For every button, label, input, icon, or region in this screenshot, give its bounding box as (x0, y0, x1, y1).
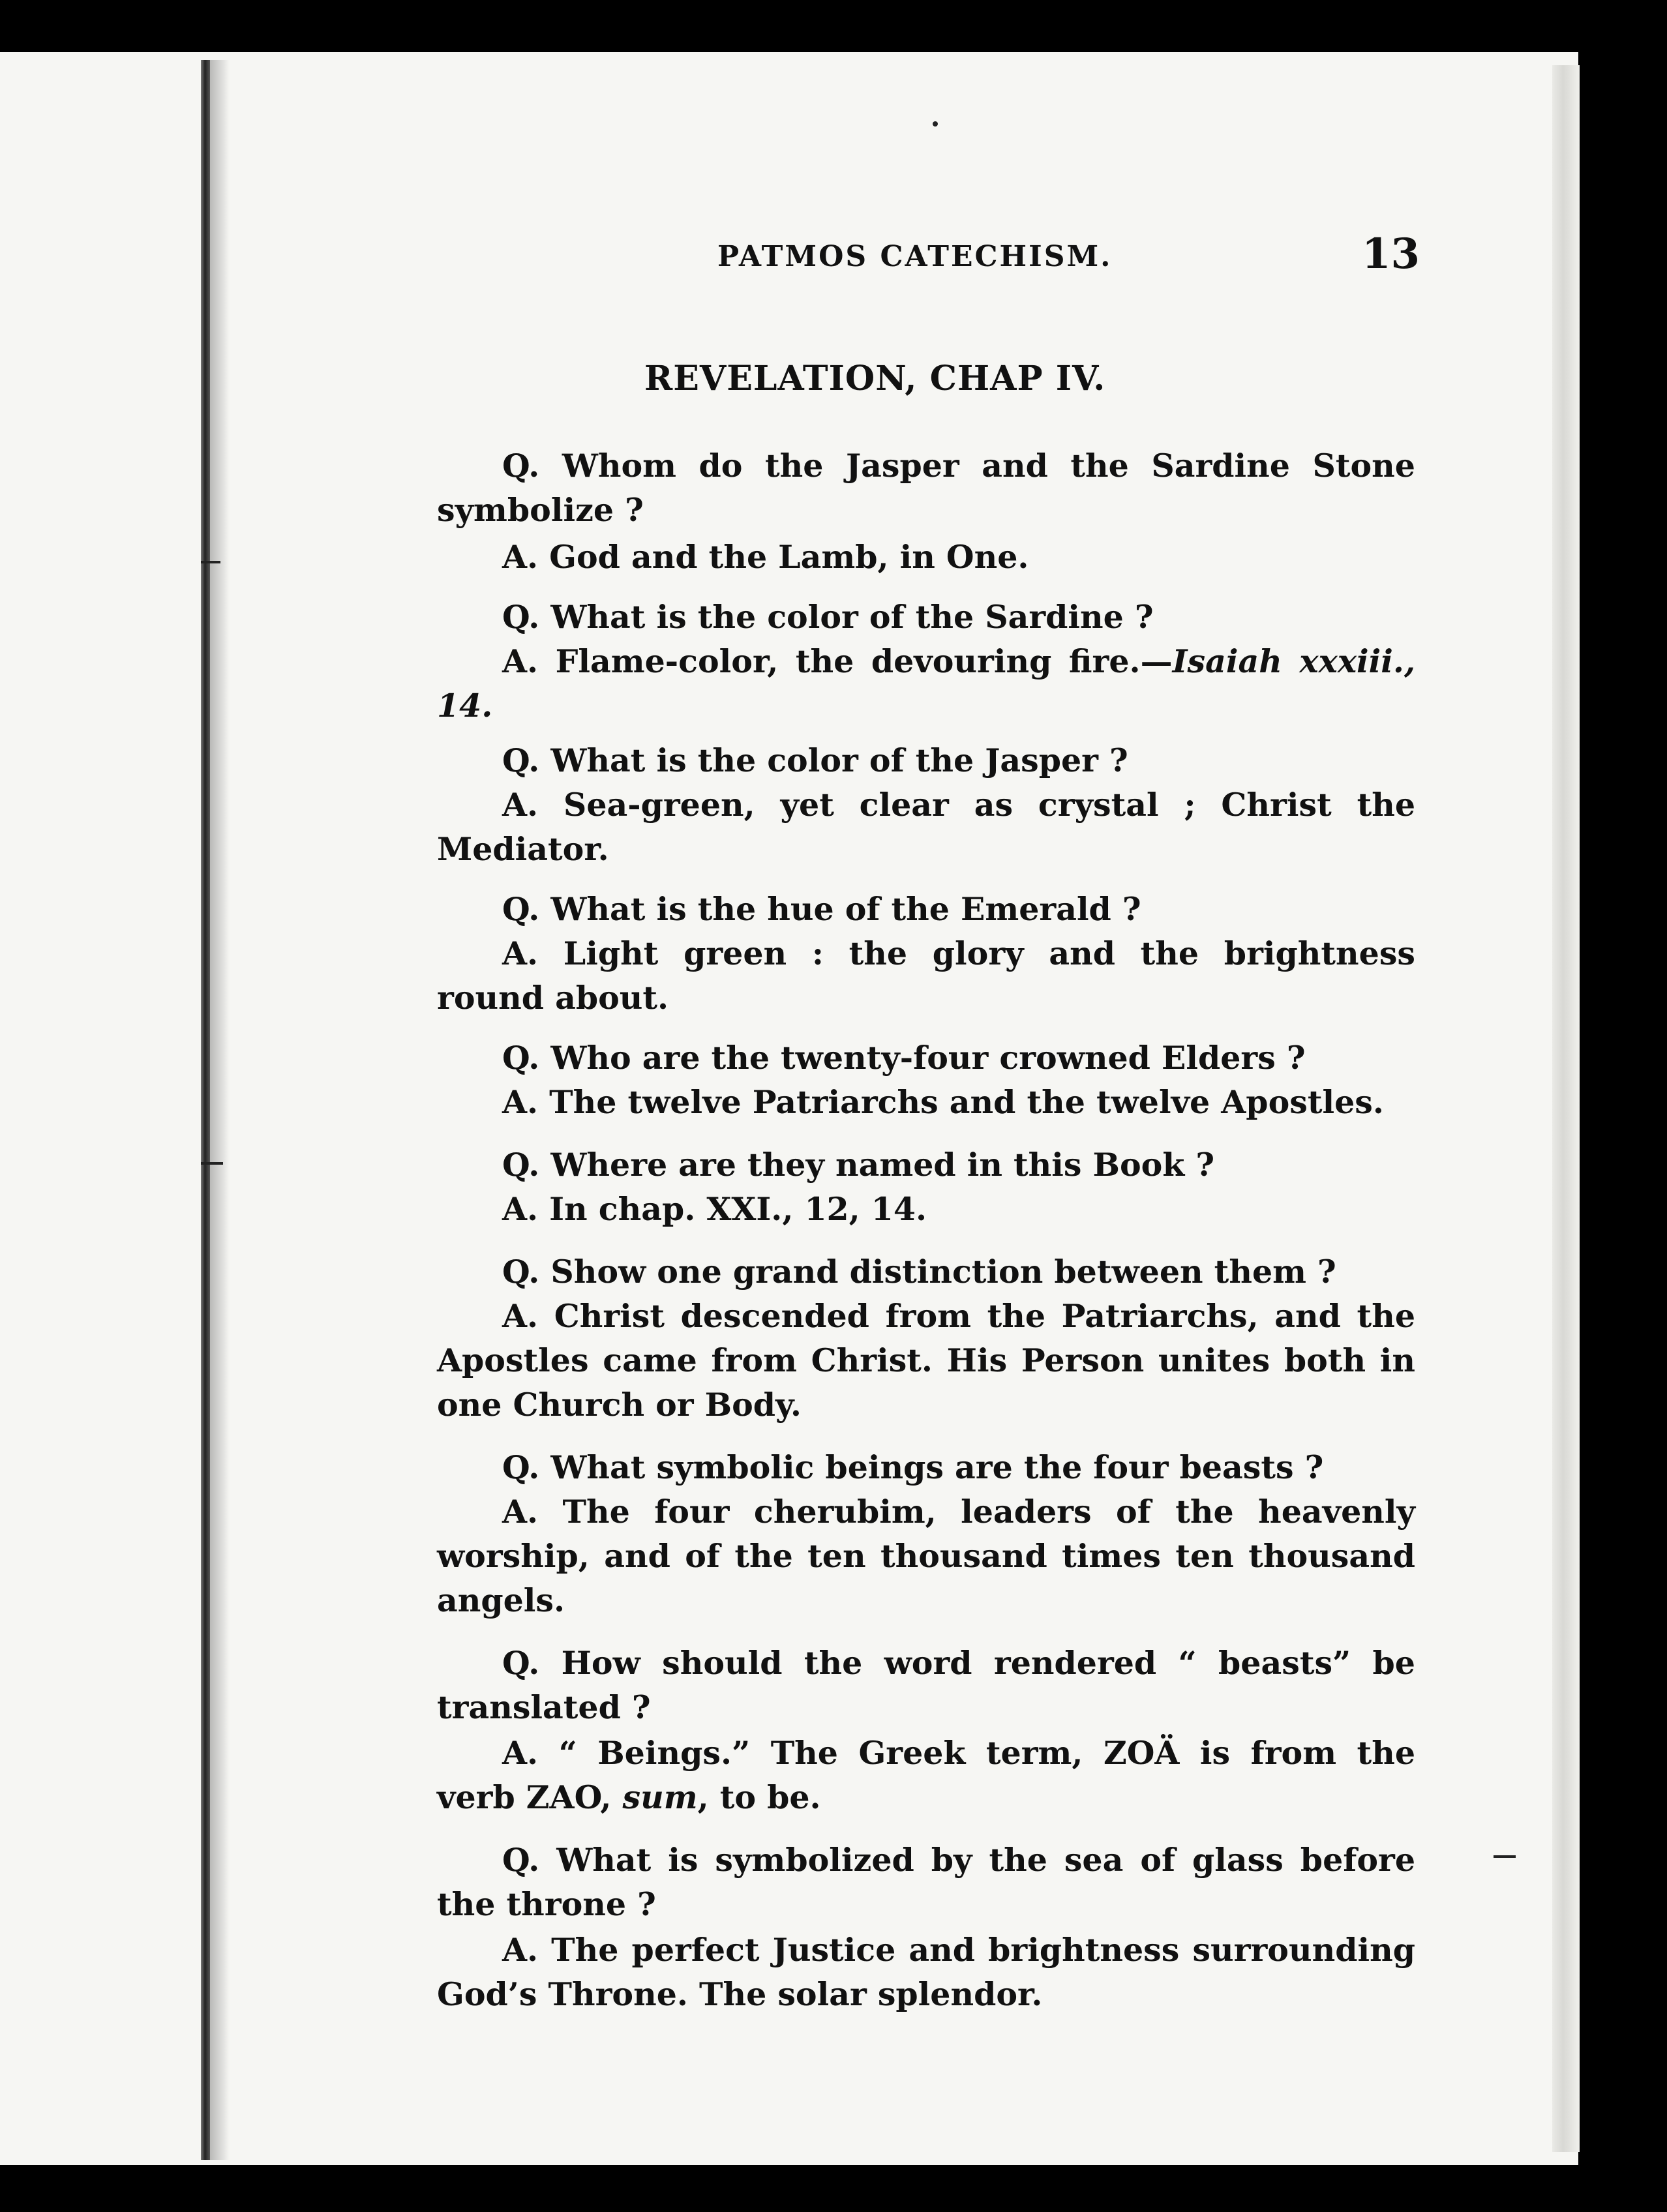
answer-9-tail: , to be. (697, 1778, 821, 1816)
question-9: Q. How should the word rendered “ beasts” be translated ? (437, 1644, 1415, 1726)
speck (933, 121, 938, 127)
question-5: Q. Who are the twenty-four crowned Elders ? (502, 1039, 1306, 1077)
margin-tick (201, 561, 220, 563)
answer-10: A. The perfect Justice and brightness surrounding God’s Throne. The solar splendor. (437, 1931, 1415, 2013)
answer-2-text: A. Flame-color, the devouring fire.— (502, 642, 1173, 680)
answer-3: A. Sea-green, yet clear as crystal ; Christ the Mediator. (437, 786, 1415, 868)
question-7: Q. Show one grand distinction between them ? (502, 1253, 1336, 1291)
answer-5: A. The twelve Patriarchs and the twelve Apostles. (502, 1083, 1384, 1121)
question-8: Q. What symbolic beings are the four beasts ? (502, 1448, 1324, 1486)
question-10: Q. What is symbolized by the sea of glass before the throne ? (437, 1841, 1415, 1923)
answer-9 (437, 1731, 1415, 1819)
chapter-heading: REVELATION, CHAP IV. (644, 359, 1106, 398)
question-3: Q. What is the color of the Jasper ? (502, 741, 1128, 779)
running-title: PATMOS CATECHISM. (717, 240, 1113, 273)
question-1: Q. Whom do the Jasper and the Sardine Stone symbolize ? (437, 447, 1415, 529)
answer-8: A. The four cherubim, leaders of the heavenly worship, and of the ten thousand times ten thousand angels. (437, 1493, 1415, 1619)
answer-7: A. Christ descended from the Patriarchs, and the Apostles came from Christ. His Person unites both in one Church or Body. (437, 1297, 1415, 1424)
answer-2-citation: Isaiah xxxiii., 14. (437, 642, 1415, 725)
answer-9-latin: sum (622, 1778, 698, 1816)
question-2: Q. What is the color of the Sardine ? (502, 598, 1154, 636)
page-number: 13 (1362, 230, 1420, 278)
page-fore-edge (1552, 65, 1580, 2152)
margin-tick (201, 1162, 223, 1165)
gutter-shadow (210, 60, 230, 2160)
answer-6: A. In chap. XXI., 12, 14. (502, 1190, 927, 1228)
answer-4: A. Light green : the glory and the brightness round about. (437, 934, 1415, 1017)
answer-1: A. God and the Lamb, in One. (502, 538, 1029, 576)
answer-9-text: A. “ Beings.” The Greek term, ZOÄ is from the verb ZAO, (437, 1734, 1415, 1816)
margin-tick (1494, 1855, 1516, 1858)
question-4: Q. What is the hue of the Emerald ? (502, 890, 1141, 928)
answer-2 (437, 639, 1415, 728)
book-gutter (201, 60, 210, 2160)
question-6: Q. Where are they named in this Book ? (502, 1146, 1215, 1184)
